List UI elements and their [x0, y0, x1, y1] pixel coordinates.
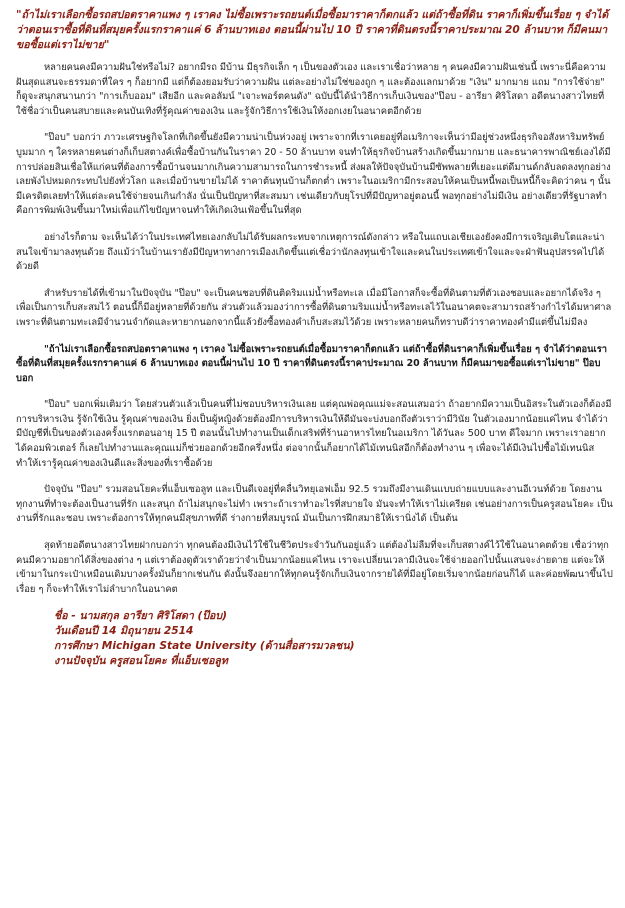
- profile-birthdate: วันเดือนปี 14 มิถุนายน 2514: [54, 625, 194, 638]
- paragraph-intro: หลายคนคงมีความฝันใช่หรือไม่? อยากมีรถ มีบ้าน มีธุรกิจเล็ก ๆ เป็นของตัวเอง และเราเชื่อว่าหลาย ๆ คนคงมีความฝันเช่นนี้ เพราะนี่คือความฝันสุดแสนจะธรรมดาที่ใคร ๆ ก็อยากมี แต่ก็ต้องยอมรับว่าความฝัน แต่ละอย่างไม่ใช่ของถูก ๆ และต้องแลกมาด้วย "เงิน" มากมาย แถม "การใช้จ่าย" ก็ดูจะสนุกสนานกว่า "การเก็บออม" เสียอีก และคอลัมน์ "เจาะพอร์ตคนดัง" ฉบับนี้ได้นำวิธีการเก็บเงินของ"ป๊อบ - อารียา ศิริโสดา อดีตนางสาวไทยที่ใช้ชื่อว่าเป็นคนสบายและคนบันเทิงที่รู้คุณค่าของเงิน และรู้จักวิธีการใช้เงินให้งอกเงยในอนาคตอีกด้วย: [16, 62, 606, 117]
- paragraph-current-work: ปัจจุบัน "ป๊อบ" รวมสอนโยคะที่แอ็บเซอลูท และเป็นดีเจอยู่ที่คลื่นวิทยุเอฟเอ็ม 92.5 รวมถึงมีงานเดินแบบถ่ายแบบและงานอีเวนท์ด้วย โดยงานทุกงานที่ทำจะต้องเป็นงานที่รัก และสนุก ถ้าไม่สนุกจะไม่ทำ เพราะถ้าเราทำอะไรที่สบายใจ มันจะทำให้เราไม่เครียด เช่นอย่างการเป็นครูสอนโยคะ เป็นงานที่รักและชอบ เพราะต้องการให้ทุกคนมีสุขภาพที่ดี ร่างกายที่สมบูรณ์ มันเป็นการฝึกสมาธิให้เรานิ่งได้ เป็นต้น: [16, 484, 613, 525]
- paragraph-money-habits: "ป๊อบ" บอกเพิ่มเติมว่า โดยส่วนตัวแล้วเป็นคนที่ไม่ชอบบริหารเงินเลย แต่คุณพ่อคุณแม่จะสอนเสมอว่า ถ้าอยากมีความเป็นอิสระในตัวเองก็ต้องมีการบริหารเงิน รู้จักใช้เงิน รู้คุณค่าของเงิน ยิ่งเป็นผู้หญิงด้วยต้องมีการบริหารเงินให้ดีมันจะบ่งบอกถึงตัวเราว่ามีวินัย ในตัวเองมากน้อยแค่ไหน จำได้ว่ามีบัญชีที่เป็นของตัวเองครั้งแรกตอนอายุ 15 ปี ตอนนั้นไปทำงานเป็นเด็กเสริฟที่ร้านอาหารไทยในอเมริกา ได้วันละ 500 บาท ดีใจมาก เพราะเราอยากได้คอมพิวเตอร์ ก็เลยไปทำงานและคุณแม่ก็ช่วยออกด้วยอีกครึ่งหนึ่ง ต่อจากนั้นก็อยากได้ไม้เทนนิสอีกก็ต้องทำงาน ๆ เพื่อจะได้มีเงินไปซื้อไม้เทนนิส ทำให้เรารู้คุณค่าของเงินดีและสิ่งของที่เราซื้อด้วย: [16, 399, 612, 469]
- profile-education: การศึกษา Michigan State University (ด้านสื่อสารมวลชน): [54, 640, 355, 653]
- paragraph-advice: สุดท้ายอดีตนางสาวไทยฝากบอกว่า ทุกคนต้องมีเงินไว้ใช้ในชีวิตประจำวันกันอยู่แล้ว แต่ต้องไม่ลืมที่จะเก็บสตางค์ไว้ใช้ในอนาคตด้วย เชื่อว่าทุกคนมีความอยากได้สิ่งของต่าง ๆ แต่เราต้องดูตัวเราด้วยว่าจำเป็นมากน้อยแค่ไหน เราจะเปลี่ยนเวลามีเงินจะใช้จ่ายออกไปนั้นแสนจะง่ายดาย แต่จะให้เข้ามาในกระเป๋าเหมือนเดิมบางครั้งมันก็ยากเช่นกัน ดังนั้นจึงอยากให้ทุกคนรู้จักเก็บเงินจากรายได้ที่มีอยู่โดยเริ่มจากน้อยก่อนก็ได้ และค่อยพัฒนาขึ้นไปเรื่อย ๆ ก็จะทำให้เราไม่ลำบากในอนาคต: [16, 540, 613, 595]
- paragraph-quote: "ถ้าไม่เราเลือกซื้อรถสปอตราคาแพง ๆ เราคง ไม่ซื้อเพราะรถยนต์เมื่อซื้อมาราคาก็ตกแล้ว แต่ถ้าซื้อที่ดินราคาก็เพิ่มขึ้นเรื่อย ๆ จำได้ว่าตอนเราซื้อที่ดินที่สมุยครั้งแรกราคาแค่ 6 ล้านบาทเอง ตอนนี้ผ่านไป 10 ปี ราคาที่ดินตรงนี้ราคาประมาณ 20 ล้านบาท ก็มีคนมาขอซื้อแต่เราไม่ขาย" ป๊อบ บอก: [16, 343, 608, 384]
- paragraph-thailand: อย่างไรก็ตาม จะเห็นได้ว่าในประเทศไทยเองกลับไม่ได้รับผลกระทบจากเหตุการณ์ดังกล่าว หรือในแถบเอเชียเองยังคงมีการเจริญเติบโตและน่าสนใจเข้ามาลงทุนด้วย ถึงแม้ว่าในบ้านเรายังมีปัญหาทางการเมืองเกิดขึ้นแต่เชื่อว่านักลงทุนเข้าใจและคนในประเทศเข้าใจและจะฝ่าฟันอุปสรรคไปได้ด้วยดี: [16, 231, 605, 273]
- paragraph-economy: "ป๊อบ" บอกว่า ภาวะเศรษฐกิจโลกที่เกิดขึ้นยังมีความน่าเป็นห่วงอยู่ เพราะจากที่เราเคยอยู่ที่อเมริกาจะเห็นว่ามีอยู่ช่วงหนึ่งธุรกิจอสังหาริมทรัพย์บูมมาก ๆ ใครหลายคนต่างก็เก็บสตางค์เพื่อซื้อบ้านกันในราคา 20 - 50 ล้านบาท จนทำให้ธุรกิจบ้านสร้างเกิดขึ้นมากมาย และธนาคารพาณิชย์เองได้มีการปล่อยสินเชื่อให้แก่คนที่ต้องการซื้อบ้านจนมากเกินความสามารถในการชำระหนี้ ส่งผลให้ปัจจุบันบ้านมีซัพพลายที่เยอะแต่ดีมานด์กลับลดลงทุกอย่างเลยพังไปหมดกระทบไปยังทั่วโลก และเมื่อบ้านขายไม่ได้ ราคาต้นทุนบ้านก็ตกต่ำ เพราะในอเมริกามีกระสอบให้คนเป็นหนี้พอเป็นหนี้ก็จะคิดว่าคน ๆ นั้นมีเครดิตเลยทำให้แต่ละคนใช้จ่ายจนเกินกำลัง นั่นเป็นปัญหาที่สะสมมา เช่นเดียวกับยุโรปที่มีปัญหาอยู่ตอนนี้ พอทุกอย่างไม่มีเงิน อย่างเดียวที่รัฐบาลทำ คือการพิมพ์เงินขึ้นมาใหม่เพื่อแก้ไขปัญหาจนทำให้เกิดเงินเฟ้อขึ้นในที่สุด: [16, 132, 611, 217]
- lead-quote: "ถ้าไม่เราเลือกซื้อรถสปอตราคาแพง ๆ เราคง ไม่ซื้อเพราะรถยนต์เมื่อซื้อมาราคาก็ตกแล้ว แต่ถ้าซื้อที่ดิน ราคาก็เพิ่มขึ้นเรื่อย ๆ จำได้ว่าตอนเราซื้อที่ดินที่สมุยครั้งแรกราคาแค่ 6 ล้านบาทเอง ตอนนี้ผ่านไป 10 ปี ราคาที่ดินตรงนี้ราคาประมาณ 20 ล้านบาท ก็มีคนมาขอซื้อแต่เราไม่ขาย": [16, 9, 609, 51]
- profile-current-job: งานปัจจุบัน ครูสอนโยคะ ที่แอ็บเซอลูท: [54, 655, 228, 668]
- paragraph-land: สำหรับรายได้ที่เข้ามาในปัจจุบัน "ป๊อบ" จะเป็นคนชอบที่ดินติดริมแม่น้ำหรือทะเล เมื่อมีโอกาสก็จะซื้อที่ดินตามที่ตัวเองชอบและอยากได้จริง ๆ เพื่อเป็นการเก็บสะสมไว้ ตอนนี้ก็มีอยู่หลายที่ด้วยกัน ส่วนตัวแล้วมองว่าการซื้อที่ดินตามริมแม่น้ำหรือทะเลไว้ในอนาคตจะสามารถสร้างกำไรได้มหาศาล เพราะที่ดินตามทะเลมีจำนวนจำกัดและหายากนอกจากนี้แล้วยังซื้อทองคำเก็บสะสมไว้ด้วย เพราะหลายคนก็ทราบดีว่าราคาทองคำมีแต่ขึ้นไม่มีลง: [16, 287, 612, 328]
- profile-name: ชื่อ - นามสกุล อารียา ศิริโสดา (ป๊อบ): [54, 610, 227, 623]
- author-profile: [54, 609, 613, 669]
